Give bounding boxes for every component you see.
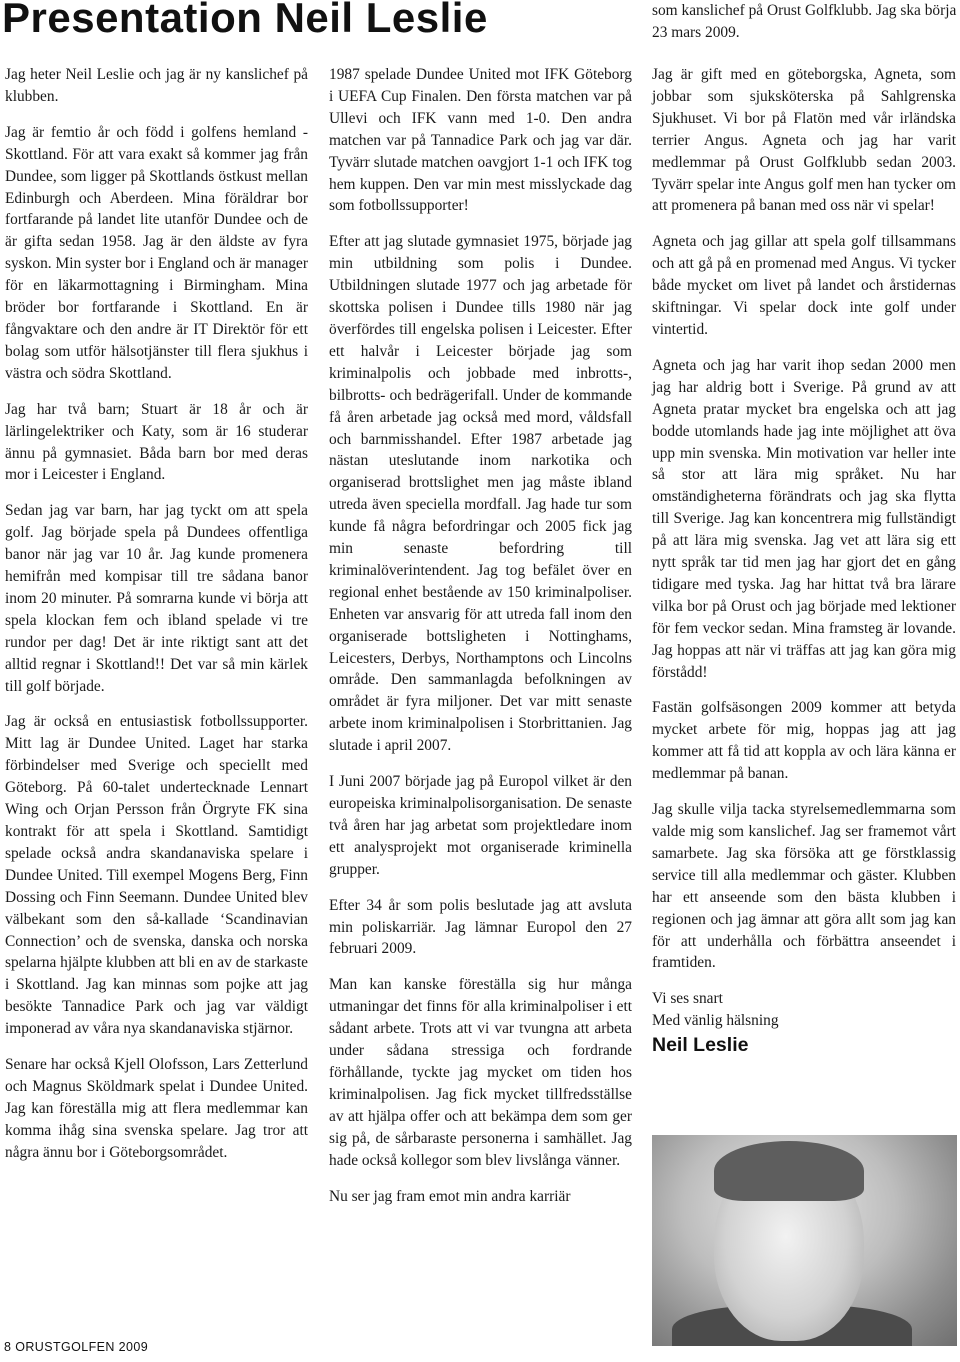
- paragraph: I Juni 2007 började jag på Europol vilket är den europeiska kriminalpolisorganisation. De senaste två åren har jag arbetat som projektledare inom ett analysprojekt mot organiserade kriminella grupper.: [329, 773, 632, 878]
- paragraph: Efter 34 år som polis beslutade jag att avsluta min poliskarriär. Jag lämnar Europol den 27 februari 2009.: [329, 896, 632, 958]
- continued-text: som kanslichef på Orust Golfklubb. Jag ska börja 23 mars 2009.: [652, 2, 957, 41]
- paragraph: Jag skulle vilja tacka styrelsemedlemmarna som valde mig som kanslichef. Jag ser framemot vårt samarbete. Jag ska försöka att ge förstklassig service till alla medlemmar och gäster. Klubben har ett anseende som den bästa klubben i regionen och jag ämnar att göra allt som jag kan för att underhålla och förbättra anseendet i framtiden.: [652, 801, 956, 972]
- closing-line: Vi ses snart: [652, 990, 723, 1008]
- paragraph: Efter att jag slutade gymnasiet 1975, började jag min utbildning som polis i Dundee. Utbildningen slutade 1977 och jag arbetade för skottska polisen i Dundee tills 1980 när jag överfördes till engelska polisen i Leicester. Efter ett halvår i Leicester började jag som kriminalpolis och jobbade med inbrotts-, bilbrotts- och bedrägerifall. Under de kommande få åren arbetade jag också med mord, våldsfall och barnmisshandel. Efter 1987 arbetade jag nästan uteslutande inom narkotika och organiserad brottslighet men jag måste ibland utreda även speciella mordfall. Jag hade tur som kunde få några befordringar och 2005 fick jag min senaste befordring till kriminalöverintendent. Jag tog befälet över en regional enhet bestående av 150 kriminalpoliser. Enheten var ansvarig för att utreda fall inom den organiserade bottsligheten i Nottinghams, Leicesters, Derbys, Northamptons och Lincolns område. Den sammanlagda befolkningen av området är fyra miljoner. Det var mitt senaste arbete inom kriminalpolisen i Storbrittanien. Jag slutade i april 2007.: [329, 233, 632, 755]
- page-footer: 8 ORUSTGOLFEN 2009: [4, 1340, 149, 1354]
- paragraph: Senare har också Kjell Olofsson, Lars Zetterlund och Magnus Sköldmark spelat i Dundee United. Jag kan föreställa mig att flera medlemmar kan komma ihåg sina svenska spelare. Jag tror att några ännu bor i Göteborgsområdet.: [5, 1056, 308, 1161]
- closing-block: [652, 988, 956, 1058]
- paragraph: 1987 spelade Dundee United mot IFK Göteborg i UEFA Cup Finalen. Den första matchen var på Ullevi och IFK vann med 1-0. Den andra matchen var på Tannadice Park och jag var där. Tyvärr slutade matchen oavgjort 1-1 och IFK tog hem kuppen. Den var min mest misslyckade dag som fotbollssupporter!: [329, 66, 632, 215]
- signature: Neil Leslie: [652, 1034, 749, 1057]
- article-column-2: [329, 64, 632, 1221]
- photo-hair: [714, 1141, 864, 1201]
- portrait-photo: [652, 1135, 957, 1346]
- paragraph: Sedan jag var barn, har jag tyckt om att spela golf. Jag började spela på Dundees offentliga banor när jag var 10 år. Jag kunde promenera hemifrån med kompisar till tre sådana banor inom 20 minuter. På somrarna kunde vi börja att spela klockan fem och ibland spelade vi tre rundor per dag! Det är inte riktigt sant att det alltid regnar i Skottland!! Det var så min kärlek till golf började.: [5, 502, 308, 695]
- article-headline: Presentation Neil Leslie: [2, 0, 488, 41]
- paragraph: Jag är också en entusiastisk fotbollssupporter. Mitt lag är Dundee United. Laget har starka förbindelser med Sverige och speciellt med Göteborg. På 60-talet undertecknade Lennart Wing och Orjan Persson från Örgryte FK sina kontrakt för att spela i Skottland. Samtidigt spelade också andra skandanaviska spelare i Dundee United. Till exempel Mogens Berg, Finn Dossing och Finn Seemann. Dundee United blev välbekant som den så-kallade ‘Scandinavian Connection’ och de svenska, danska och norska spelarna hjälpte klubben att bli en av de starkaste i Skottland. Jag kan minnas som pojke att jag besökte Tannadice Park och jag var väldigt imponerad av våra nya skandanaviska stjärnor.: [5, 713, 308, 1038]
- paragraph: Agneta och jag gillar att spela golf tillsammans och att gå på en promenad med Angus. Vi tycker både mycket om livet på landet och årstidernas skiftningar. Vi spelar dock inte golf under vintertid.: [652, 233, 956, 338]
- article-column-3: [652, 64, 956, 1058]
- paragraph: Jag heter Neil Leslie och jag är ny kanslichef på klubben.: [5, 66, 308, 105]
- paragraph: Nu ser jag fram emot min andra karriär: [329, 1187, 571, 1205]
- paragraph: Agneta och jag har varit ihop sedan 2000 men jag har aldrig bott i Sverige. På grund av att Agneta pratar mycket bra engelska och att jag bodde utomlands hade jag inte möjlighet att öva upp min svenska. Min motivation var heller inte så stor att lära mig språket. Nu har omständigheterna förändrats och jag ska flytta till Sverige. Jag kan koncentrera mig fullständigt på att lära mig svenska. Jag vet att lära sig ett nytt språk tar tid men jag har gjort det en gång tidigare med tyska. Jag har hittat två bra lärare vilka bor på Orust och jag började med lektioner för fem veckor sedan. Mina framsteg är lovande. Jag hoppas att när vi träffas att jag kan göra mig förstådd!: [652, 356, 956, 681]
- article-column-1: [5, 64, 308, 1178]
- paragraph: Jag är gift med en göteborgska, Agneta, som jobbar som sjuksköterska på Sahlgrenska Sjukhuset. Vi bor på Flatön med vår irländska terrier Angus. Agneta och jag har varit medlemmar på Orust Golfklubb sedan 2003. Tyvärr spelar inte Angus golf men han tycker om att promenera på banan med oss när vi spelar!: [652, 66, 956, 215]
- paragraph: Jag är femtio år och född i golfens hemland - Skottland. För att vara exakt så kommer jag från Dundee, som ligger på Skottlands östkust mellan Edinburgh och Aberdeen. Mina föräldrar bor fortfarande på landet lite utanför Dundee och de är gifta sedan 1958. Jag är den äldste av fyra syskon. Min syster bor i England och är manager för en läkarmottagning i Birmingham. Mina bröder bor fortfarande i Skottland. En är fångvaktare och den andre är IT Direktör för ett bolag som utför hälsotjänster till flera sjukhus i västra och södra Skottland.: [5, 123, 308, 382]
- paragraph: Fastän golfsäsongen 2009 kommer att betyda mycket arbete för mig, hoppas jag att jag kommer att få tid att koppla av och lära känna er medlemmar på banan.: [652, 699, 956, 783]
- closing-line: Med vänlig hälsning: [652, 1012, 779, 1030]
- paragraph: Man kan kanske föreställa sig hur många utmaningar det finns för alla kriminalpoliser i ett sådant arbete. Trots att vi var tvungna att arbeta under sådana stressiga och fordrande förhållande, tyckte jag mycket om tiden hos kriminalpolisen. Jag fick mycket tillfredsställse av att hjälpa offer och att bekämpa dem som ger sig på, de sårbaraste personerna i samhället. Jag hade också kollegor som blev livslånga vänner.: [329, 976, 632, 1169]
- paragraph: Jag har två barn; Stuart är 18 år och är lärlingelektriker och Katy, som är 16 studerar ännu på gymnasiet. Båda barn bor med deras mor i Leicester i England.: [5, 400, 308, 484]
